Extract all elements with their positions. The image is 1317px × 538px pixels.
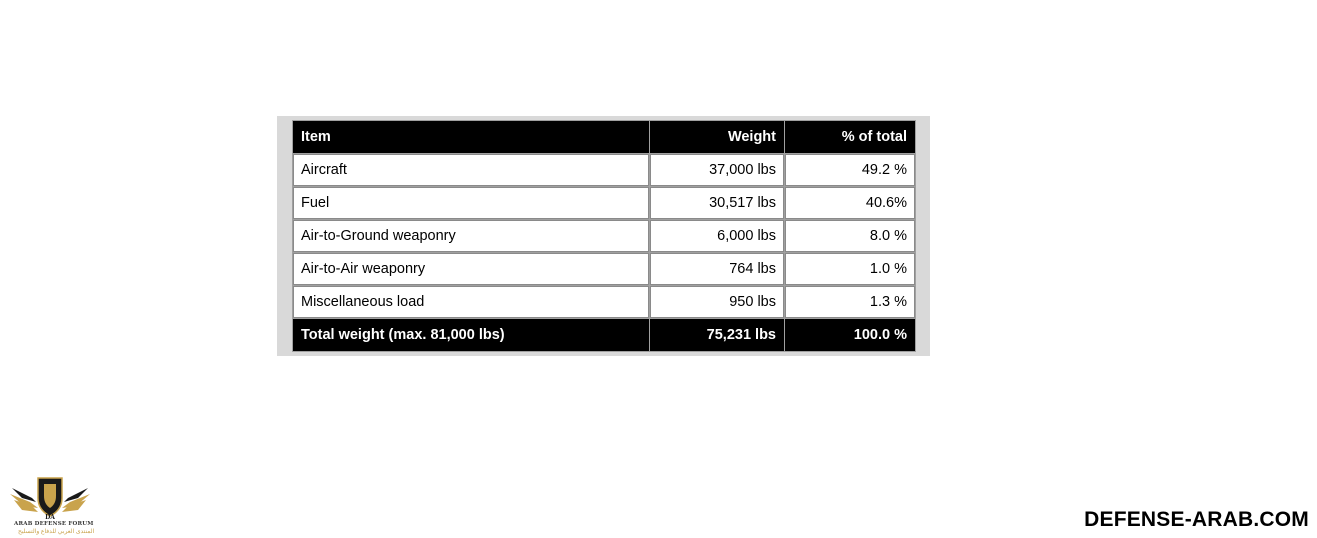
header-weight: Weight xyxy=(650,121,784,153)
cell-percent: 1.3 % xyxy=(785,286,915,318)
table-row xyxy=(293,253,915,285)
cell-weight: 6,000 lbs xyxy=(650,220,784,252)
table-row xyxy=(293,286,915,318)
total-item: Total weight (max. 81,000 lbs) xyxy=(293,319,649,351)
cell-percent: 40.6% xyxy=(785,187,915,219)
cell-item: Aircraft xyxy=(293,154,649,186)
table-row xyxy=(293,187,915,219)
header-item: Item xyxy=(293,121,649,153)
cell-weight: 37,000 lbs xyxy=(650,154,784,186)
table-header-row xyxy=(293,121,915,153)
logo-initials: DA xyxy=(45,514,55,521)
cell-percent: 8.0 % xyxy=(785,220,915,252)
header-percent: % of total xyxy=(785,121,915,153)
cell-item: Air-to-Air weaponry xyxy=(293,253,649,285)
table-total-row xyxy=(293,319,915,351)
cell-item: Air-to-Ground weaponry xyxy=(293,220,649,252)
total-weight: 75,231 lbs xyxy=(650,319,784,351)
weight-table xyxy=(292,120,916,352)
cell-percent: 49.2 % xyxy=(785,154,915,186)
cell-percent: 1.0 % xyxy=(785,253,915,285)
total-percent: 100.0 % xyxy=(785,319,915,351)
table-row xyxy=(293,220,915,252)
cell-weight: 950 lbs xyxy=(650,286,784,318)
cell-weight: 764 lbs xyxy=(650,253,784,285)
site-watermark: DEFENSE-ARAB.COM xyxy=(1084,508,1309,531)
cell-item: Fuel xyxy=(293,187,649,219)
table-row xyxy=(293,154,915,186)
cell-weight: 30,517 lbs xyxy=(650,187,784,219)
logo-text-english: ARAB DEFENSE FORUM xyxy=(14,521,94,527)
table-panel xyxy=(277,116,930,356)
cell-item: Miscellaneous load xyxy=(293,286,649,318)
logo-text-arabic: المنتدى العربي للدفاع والتسليح xyxy=(18,529,95,535)
